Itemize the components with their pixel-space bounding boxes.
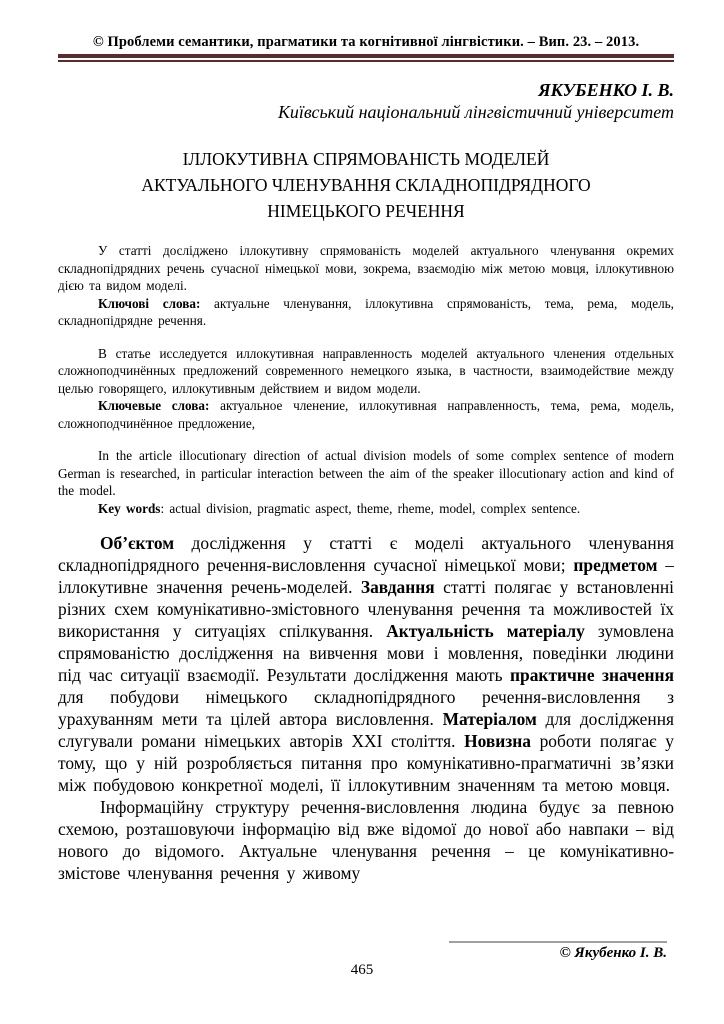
journal-running-head: © Проблеми семантики, прагматики та когнітивної лінгвістики. – Вип. 23. – 2013. xyxy=(92,34,640,50)
text-run: статті полягає у встановленні різних схем комунікативно-змістовного членування речення та можливостей їх використання у ситуаціях спілкування. xyxy=(58,577,674,641)
text-run: Інформаційну структуру речення-висловлення людина будує за певною схемою, розташовуючи інформацію від вже відомої до нової або навпаки – від нового до відомого. Актуальне членування речення – це комунікативно-змістове членування речення у живому xyxy=(58,797,674,883)
text-run: : actual division, pragmatic aspect, theme, rheme, model, complex sentence. xyxy=(160,500,581,516)
text-run: дослідження у статті є моделі актуального членування складнопідрядного речення-висловлення сучасної німецької мови; xyxy=(58,533,674,575)
page-number: 465 xyxy=(350,962,374,978)
bold-text-run: практичне значення xyxy=(510,665,674,685)
abstract-russian-text xyxy=(58,345,674,398)
author-affiliation: Київський національний лінгвістичний університет xyxy=(277,102,674,122)
text-run: In the article illocutionary direction of actual division models of some complex sentence of modern German is researched, in particular interaction between the aim of the speaker illocutionary action and kind of the model. xyxy=(58,448,674,498)
footer-signature-block xyxy=(449,941,667,963)
bold-text-run: Key words xyxy=(98,500,161,516)
article-page xyxy=(58,33,674,884)
bold-text-run: Завдання xyxy=(360,577,435,597)
text-run: актуальне членування, іллокутивна спрямованість, тема, рема, модель, складнопідрядне речення. xyxy=(58,295,674,328)
text-run: зумовлена спрямованістю дослідження на вивчення мови і мовлення, поведінки людини під час ситуації взаємодії. Результати дослідження мають xyxy=(58,621,674,685)
byline xyxy=(58,79,674,123)
abstract-russian xyxy=(58,345,674,433)
abstract-english-text xyxy=(58,447,674,500)
title-line-1: ІЛЛОКУТИВНА СПРЯМОВАНІСТЬ МОДЕЛЕЙ xyxy=(182,149,550,169)
abstract-english-keywords xyxy=(58,500,674,518)
text-run: роботи полягає у тому, що у ній розробляється питання про комунікативно-прагматичні зв’язки між побудовою конкретної моделі, її іллокутивним значенням та метою мовця. xyxy=(58,731,674,795)
bold-text-run: Об’єктом xyxy=(100,533,175,553)
abstract-ukrainian-keywords xyxy=(58,295,674,330)
body-paragraph-1 xyxy=(58,532,674,796)
text-run: В статье исследуется иллокутивная направленность моделей актуального членения отдельных сложноподчинённых предложений современного немецкого языка, в частности, взаимодействие между целью говорящего, иллокутивным действием и видом модели. xyxy=(58,345,674,396)
text-run: – іллокутивне значення речень-моделей. xyxy=(58,555,674,597)
text-run: У статті досліджено іллокутивну спрямованість моделей актуального членування окремих складнопідрядних речень сучасної німецької мови, зокрема, взаємодію між метою мовця, іллокутивною дією та видом моделі. xyxy=(58,243,674,293)
abstracts-section xyxy=(58,242,674,517)
bold-text-run: Актуальність матеріалу xyxy=(386,621,585,641)
text-run: для побудови німецького складнопідрядного речення-висловлення з урахуванням мети та цілей автора висловлення. xyxy=(58,687,674,729)
abstract-ukrainian xyxy=(58,242,674,330)
bold-text-run: предметом xyxy=(573,555,658,575)
title-line-3: НІМЕЦЬКОГО РЕЧЕННЯ xyxy=(267,201,465,221)
bold-text-run: Ключевые слова: xyxy=(98,398,210,413)
title-line-2: АКТУАЛЬНОГО ЧЛЕНУВАННЯ СКЛАДНОПІДРЯДНОГО xyxy=(141,175,591,195)
abstract-russian-keywords xyxy=(58,397,674,432)
abstract-ukrainian-text xyxy=(58,242,674,295)
abstract-english xyxy=(58,447,674,517)
bold-text-run: Матеріалом xyxy=(442,709,537,729)
article-body xyxy=(58,532,674,884)
text-run: актуальное членение, иллокутивная направленность, тема, рема, модель, сложноподчинённое предложение, xyxy=(58,398,674,431)
bold-text-run: Новизна xyxy=(464,731,531,751)
header-rule xyxy=(58,54,674,62)
article-title xyxy=(58,146,674,224)
body-paragraph-2 xyxy=(58,796,674,884)
author-name: ЯКУБЕНКО І. В. xyxy=(538,80,674,100)
bold-text-run: Ключові слова: xyxy=(98,295,201,311)
text-run: для дослідження слугували романи німецьких авторів XXI століття. xyxy=(58,709,674,751)
footer-copyright: © Якубенко І. В. xyxy=(559,945,667,961)
